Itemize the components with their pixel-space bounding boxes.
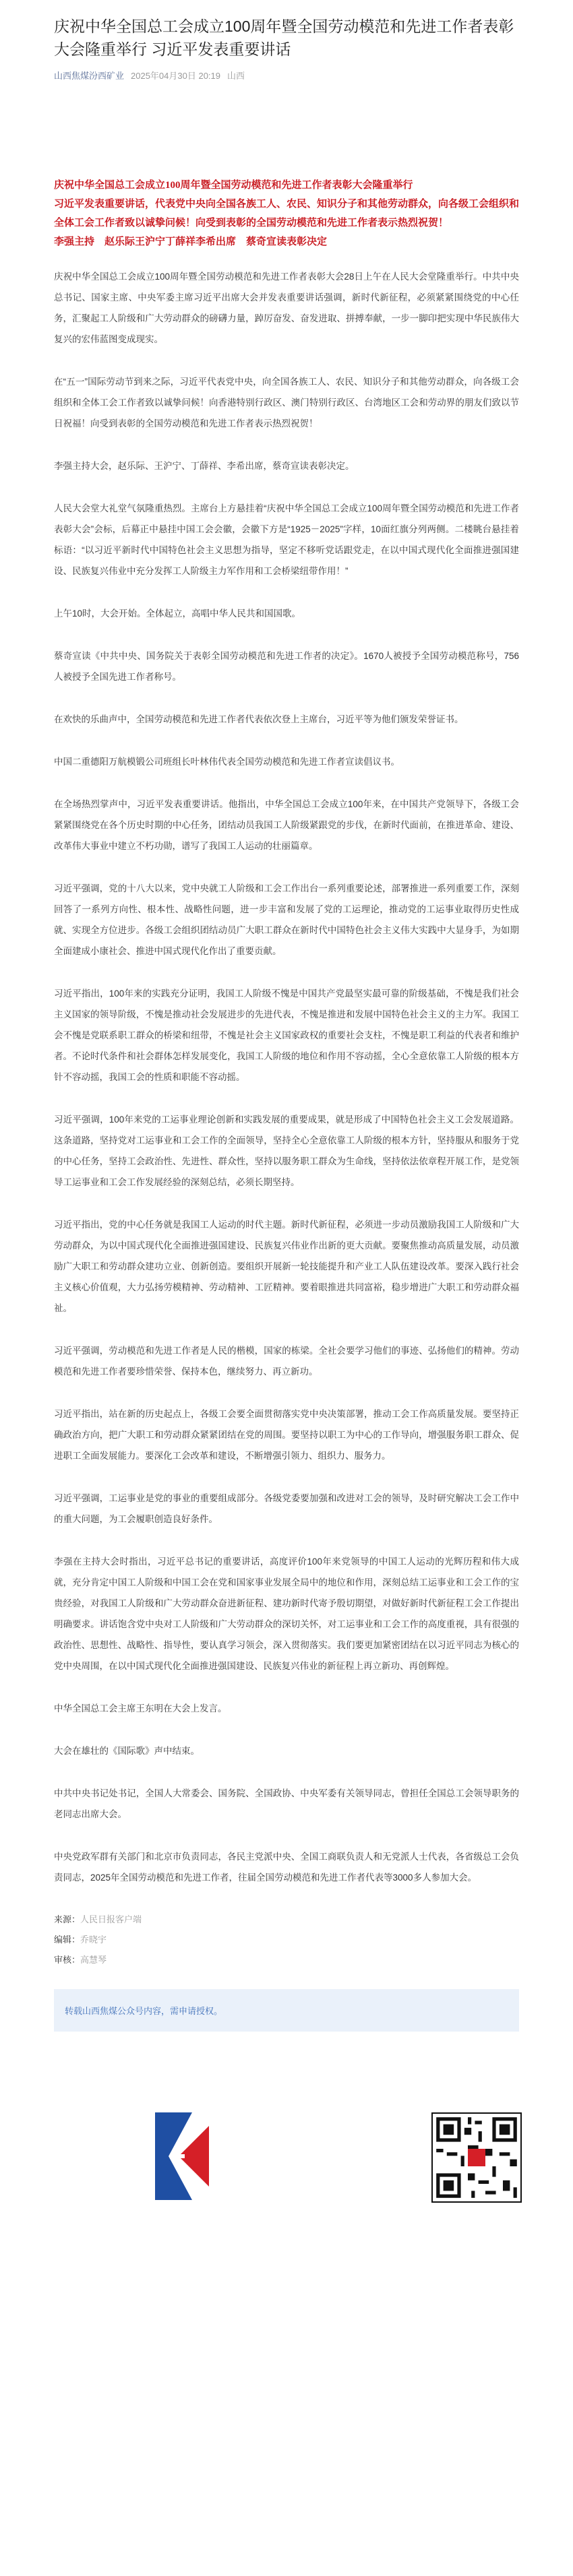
paragraph: 中华全国总工会主席王东明在大会上发言。 bbox=[54, 1703, 227, 1714]
lead-headline: 庆祝中华全国总工会成立100周年暨全国劳动模范和先进工作者表彰大会隆重举行 bbox=[54, 180, 413, 191]
paragraph: 习近平指出，100年来的实践充分证明，我国工人阶级不愧是中国共产党最坚实最可靠的阶级基础，不愧是我们社会主义国家的领导阶级，不愧是推动社会发展进步的先进代表，不愧是推进和发展中国特色社会主义的主力军。我国工会不愧是党联系职工群众的桥梁和纽带，不愧是社会主义国家政权的重要社会支柱，不愧是职工利益的代表者和维护者。不论时代条件和社会群体怎样发展变化，我国工人阶级的地位和作用不容动摇，全心全意依靠工人阶级的根本方针不容动摇，我国工会的性质和职能不容动摇。 bbox=[54, 988, 519, 1082]
publish-datetime: 2025年04月30日 20:19 bbox=[131, 71, 220, 81]
paragraph: 中国二重德阳万航模锻公司班组长叶林伟代表全国劳动模范和先进工作者宣读倡议书。 bbox=[54, 757, 400, 767]
article bbox=[54, 0, 519, 2247]
lead-attendance: 李强主持 赵乐际王沪宁丁薛祥李希出席 蔡奇宣读表彰决定 bbox=[54, 237, 328, 247]
credit-reviewer-value: 高慧琴 bbox=[80, 1955, 107, 1965]
paragraph: 大会在雄壮的《国际歌》声中结束。 bbox=[54, 1746, 200, 1756]
credit-reviewer-row bbox=[54, 1950, 519, 1970]
article-credits bbox=[54, 1910, 519, 1970]
credit-source-row bbox=[54, 1910, 519, 1930]
credit-source-value: 人民日报客户端 bbox=[80, 1914, 142, 1924]
paragraph: 习近平指出，站在新的历史起点上，各级工会要全面贯彻落实党中央决策部署，推动工会工作高质量发展。要坚持正确政治方向，把广大职工和劳动群众紧紧团结在党的周围。要坚持以职工为中心的工作导向，增强服务职工群众、促进职工全面发展能力。要深化工会改革和建设，不断增强引领力、组织力、服务力。 bbox=[54, 1409, 519, 1461]
paragraph: 上午10时，大会开始。全体起立，高唱中华人民共和国国歌。 bbox=[54, 608, 301, 619]
credit-editor-value: 乔晓宇 bbox=[80, 1935, 107, 1945]
paragraph: 李强在主持大会时指出，习近平总书记的重要讲话，高度评价100年来党领导的中国工人运动的光辉历程和伟大成就，充分肯定中国工人阶级和中国工会在党和国家事业发展全局中的地位和作用，深刻总结工运事业和工会工作的宝贵经验，对我国工人阶级和广大劳动群众奋进新征程、建功新时代寄予殷切期望，对做好新时代新征程工会工作提出明确要求。讲话饱含党中央对工人阶级和广大劳动群众的深切关怀，对工运事业和工会工作的高度重视，具有很强的政治性、思想性、战略性、指导性，要认真学习领会，深入贯彻落实。我们要更加紧密团结在以习近平同志为核心的党中央周围，在以中国式现代化全面推进强国建设、民族复兴伟业的新征程上再立新功、再创辉煌。 bbox=[54, 1557, 519, 1671]
paragraph: 习近平强调，党的十八大以来，党中央就工人阶级和工会工作出台一系列重要论述，部署推进一系列重要工作，深刻回答了一系列方向性、根本性、战略性问题，进一步丰富和发展了党的工运理论，推动党的工运事业取得历史性成就、实现全方位进步。各级工会组织团结动员广大职工群众在新时代中国特色社会主义伟大实践中大显身手，为如期全面建成小康社会、推进中国式现代化作出了重要贡献。 bbox=[54, 883, 519, 956]
reprint-notice: 转载山西焦煤公众号内容，需申请授权。 bbox=[54, 1989, 519, 2032]
paragraph: 习近平强调，劳动模范和先进工作者是人民的楷模，国家的栋梁。全社会要学习他们的事迹、弘扬他们的精神。劳动模范和先进工作者要珍惜荣誉、保持本色，继续努力、再立新功。 bbox=[54, 1346, 519, 1377]
lead-block bbox=[54, 176, 519, 251]
footer bbox=[54, 2032, 519, 2247]
lead-speech-summary: 习近平发表重要讲话，代表党中央向全国各族工人、农民、知识分子和其他劳动群众，向各级工会组织和全体工会工作者致以诚挚问候！向受到表彰的全国劳动模范和先进工作者表示热烈祝贺！ bbox=[54, 199, 520, 228]
paragraph: 在“五一”国际劳动节到来之际，习近平代表党中央，向全国各族工人、农民、知识分子和其他劳动群众，向各级工会组织和全体工会工作者致以诚挚问候！向香港特别行政区、澳门特别行政区、台湾地区工会和劳动界的朋友们致以节日祝福！向受到表彰的全国劳动模范和先进工作者表示热烈祝贺！ bbox=[54, 377, 519, 429]
publish-location: 山西 bbox=[227, 71, 245, 81]
credit-editor-row bbox=[54, 1930, 519, 1950]
paragraph: 习近平指出，党的中心任务就是我国工人运动的时代主题。新时代新征程，必须进一步动员激励我国工人阶级和广大劳动群众，为以中国式现代化全面推进强国建设、民族复兴伟业作出新的更大贡献。要聚焦推动高质量发展，动员激励广大职工和劳动群众建功立业、创新创造。要组织开展新一轮技能提升和产业工人队伍建设改革。要深入践行社会主义核心价值观，大力弘扬劳模精神、劳动精神、工匠精神。要着眼推进共同富裕，稳步增进广大职工和劳动群众福祉。 bbox=[54, 1220, 519, 1313]
paragraph: 蔡奇宣读《中共中央、国务院关于表彰全国劳动模范和先进工作者的决定》。1670人被授予全国劳动模范称号，756人被授予全国先进工作者称号。 bbox=[54, 651, 519, 682]
article-title: 庆祝中华全国总工会成立100周年暨全国劳动模范和先进工作者表彰大会隆重举行 习近平发表重要讲话 bbox=[54, 18, 514, 58]
credit-source-label: 来源： bbox=[54, 1914, 81, 1924]
article-meta bbox=[54, 69, 519, 82]
paragraph: 在全场热烈掌声中，习近平发表重要讲话。他指出，中华全国总工会成立100年来，在中国共产党领导下，各级工会紧紧围绕党在各个历史时期的中心任务，团结动员我国工人阶级紧跟党的步伐，在新时代面前，在推进革命、建设、改革伟大事业中建立不朽功勋，谱写了我国工人运动的壮丽篇章。 bbox=[54, 799, 519, 851]
paragraph: 中央党政军群有关部门和北京市负责同志，各民主党派中央、全国工商联负责人和无党派人士代表，各省级总工会负责同志，2025年全国劳动模范和先进工作者，往届全国劳动模范和先进工作者代表等3000多人参加大会。 bbox=[54, 1852, 519, 1883]
logo-white-bar bbox=[171, 2154, 185, 2158]
shanxi-coking-coal-logo bbox=[142, 2106, 222, 2207]
paragraph: 习近平强调，100年来党的工运事业理论创新和实践发展的重要成果，就是形成了中国特色社会主义工会发展道路。这条道路，坚持党对工运事业和工会工作的全面领导，坚持全心全意依靠工人阶级的根本方针，坚持服从和服务于党的中心任务，坚持工会政治性、先进性、群众性，坚持以服务职工群众为生命线，坚持依法依章程开展工作，是党领导工运事业和工会工作发展经验的深刻总结，必须长期坚持。 bbox=[54, 1114, 519, 1187]
paragraph: 习近平强调，工运事业是党的事业的重要组成部分。各级党委要加强和改进对工会的领导，及时研究解决工会工作中的重大问题，为工会履职创造良好条件。 bbox=[54, 1493, 519, 1524]
credit-editor-label: 编辑： bbox=[54, 1935, 81, 1945]
paragraph: 中共中央书记处书记，全国人大常委会、国务院、全国政协、中央军委有关领导同志，曾担任全国总工会领导职务的老同志出席大会。 bbox=[54, 1788, 519, 1819]
article-body bbox=[54, 266, 519, 1888]
credit-reviewer-label: 审核： bbox=[54, 1955, 81, 1965]
paragraph: 在欢快的乐曲声中，全国劳动模范和先进工作者代表依次登上主席台，习近平等为他们颁发荣誉证书。 bbox=[54, 714, 464, 724]
paragraph: 李强主持大会，赵乐际、王沪宁、丁薛祥、李希出席，蔡奇宣读表彰决定。 bbox=[54, 461, 355, 471]
qr-code[interactable] bbox=[431, 2112, 522, 2203]
paragraph: 庆祝中华全国总工会成立100周年暨全国劳动模范和先进工作者表彰大会28日上午在人民大会堂隆重举行。中共中央总书记、国家主席、中央军委主席习近平出席大会并发表重要讲话强调，新时代新征程，必须紧紧围绕党的中心任务，汇聚起工人阶级和广大劳动群众的磅礴力量，踔厉奋发、奋发进取、拼搏奉献，一步一脚印把实现中华民族伟大复兴的宏伟蓝图变成现实。 bbox=[54, 272, 519, 344]
account-name-link[interactable]: 山西焦煤汾西矿业 bbox=[54, 71, 125, 81]
paragraph: 人民大会堂大礼堂气氛隆重热烈。主席台上方悬挂着“庆祝中华全国总工会成立100周年暨全国劳动模范和先进工作者表彰大会”会标，后幕正中悬挂中国工会会徽，会徽下方是“1925－2025”字样，10面红旗分列两侧。二楼眺台悬挂着标语：“以习近平新时代中国特色社会主义思想为指导，坚定不移听党话跟党走，在以中国式现代化全面推进强国建设、民族复兴伟业中充分发挥工人阶级主力军作用和工会桥梁纽带作用！” bbox=[54, 503, 519, 576]
qr-center-logo bbox=[468, 2149, 485, 2166]
